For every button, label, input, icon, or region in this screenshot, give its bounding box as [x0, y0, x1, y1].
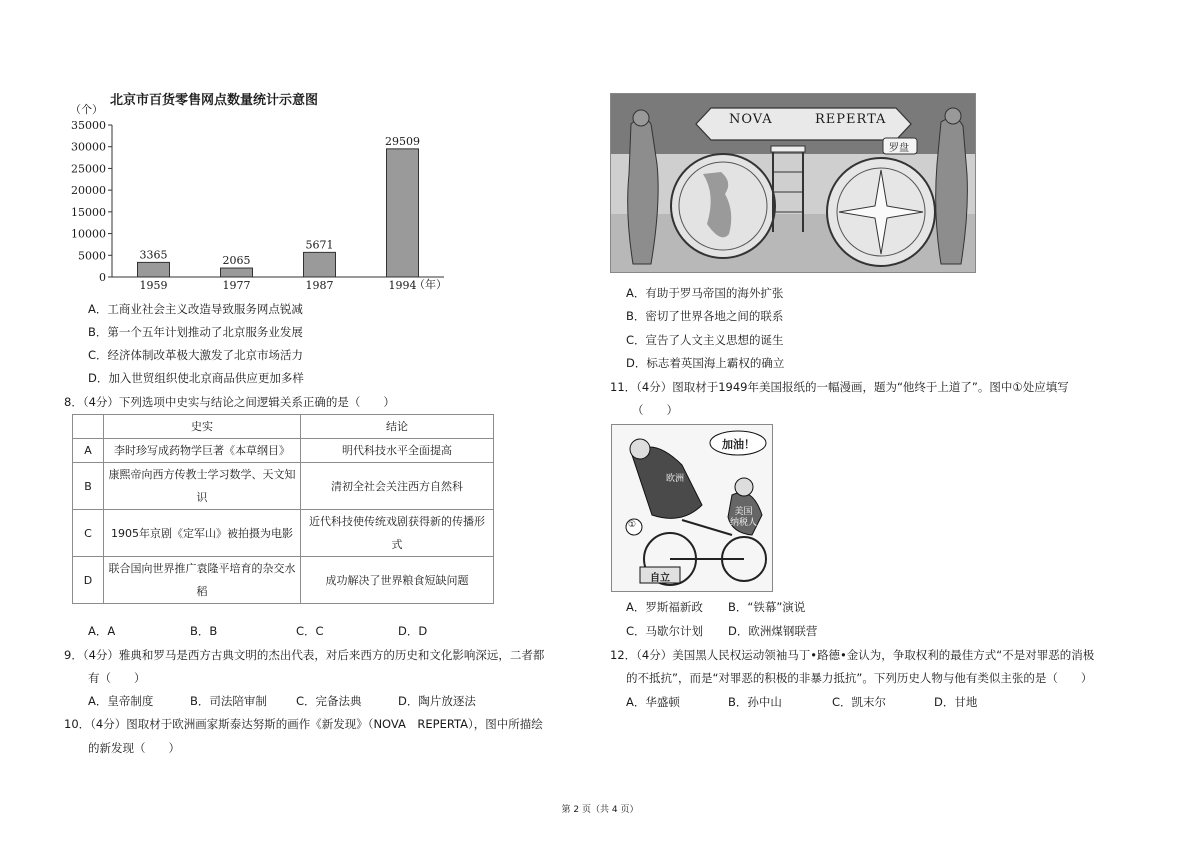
table-cell: 明代科技水平全面提高 — [301, 439, 494, 463]
q10-option-c: C．宣告了人文主义思想的诞生 — [626, 333, 784, 347]
q8-answer-c: C．C — [296, 624, 324, 638]
y-tick-label: 5000 — [78, 249, 106, 263]
bar-1959 — [138, 262, 170, 277]
q10-stem-cont: 的新发现（ ） — [88, 741, 180, 755]
q11-option-b: B．“铁幕”演说 — [728, 600, 806, 614]
q9-stem-cont: 有（ ） — [88, 671, 146, 685]
table-row — [73, 439, 494, 463]
compass-tag: 罗盘 — [889, 143, 909, 154]
table-cell: C — [73, 510, 104, 557]
x-tick-label: 1994 — [388, 279, 417, 292]
page-number: 第 2 页（共 4 页） — [561, 805, 639, 815]
q9-option-b: B．司法陪审制 — [190, 694, 267, 708]
y-tick-label: 30000 — [71, 140, 106, 154]
q8-stem: 8．（4分）下列选项中史实与结论之间逻辑关系正确的是（ ） — [64, 395, 395, 409]
table-cell: 李时珍写成药物学巨著《本草纲目》 — [104, 439, 301, 463]
cartoon-taxpayer-label: 美国 纳税人 — [730, 507, 758, 528]
chart-title: 北京市百货零售网点数量统计示意图 — [109, 93, 319, 108]
q7-option-a: A．工商业社会主义改造导致服务网点锐减 — [88, 302, 303, 316]
q11-option-a: A．罗斯福新政 — [626, 600, 703, 614]
q8-answer-b: B．B — [190, 624, 218, 638]
y-tick-label: 0 — [99, 271, 106, 284]
cartoon-body-label: 欧洲 — [666, 474, 685, 484]
q10-option-d: D．标志着英国海上霸权的确立 — [626, 356, 785, 370]
table-cell: B — [73, 463, 104, 510]
q9-option-c: C．完备法典 — [296, 694, 362, 708]
y-tick-label: 25000 — [71, 162, 106, 176]
q9-option-a: A．皇帝制度 — [88, 694, 154, 708]
table-header-cell: 史实 — [104, 415, 301, 439]
y-tick-label: 20000 — [71, 184, 106, 198]
q7-option-d: D．加入世贸组织使北京商品供应更加多样 — [88, 371, 304, 385]
table-row — [73, 510, 494, 557]
banner-text-right: REPERTA — [815, 112, 887, 127]
q12-option-d: D．甘地 — [934, 695, 978, 709]
bar-1987 — [304, 252, 336, 277]
x-axis-label: （年） — [414, 278, 447, 291]
y-axis-label: （个） — [70, 103, 103, 116]
table-row — [73, 557, 494, 604]
q12-option-a: A．华盛顿 — [626, 695, 680, 709]
bar-1994 — [387, 149, 419, 277]
cartoon-image — [611, 424, 773, 592]
q11-option-c: C．马歇尔计划 — [626, 624, 704, 638]
table-cell: 联合国向世界推广袁隆平培育的杂交水稻 — [104, 557, 301, 604]
q9-option-d: D．陶片放逐法 — [398, 694, 476, 708]
cartoon-bubble-text: 加油！ — [722, 438, 755, 451]
q11-stem-cont: （ ） — [632, 403, 678, 417]
q12-option-b: B．孙中山 — [728, 695, 782, 709]
table-cell: 康熙帝向西方传教士学习数学、天文知识 — [104, 463, 301, 510]
bar-value-label: 5671 — [305, 238, 334, 252]
q8-table — [72, 414, 494, 604]
y-tick-label: 35000 — [71, 119, 106, 132]
q8-answer-a: A．A — [88, 624, 116, 638]
banner-text-left: NOVA — [729, 112, 773, 127]
table-cell: 近代科技使传统戏剧获得新的传播形式 — [301, 510, 494, 557]
bar-value-label: 3365 — [139, 248, 168, 262]
table-cell: 清初全社会关注西方自然科 — [301, 463, 494, 510]
q12-stem-cont: 的不抵抗”，而是“对罪恶的积极的非暴力抵抗”。下列历史人物与他有类似主张的是（ ） — [626, 671, 1093, 685]
table-cell: D — [73, 557, 104, 604]
cartoon-front-label: 自立 — [650, 573, 670, 584]
table-header-cell — [73, 415, 104, 439]
x-tick-label: 1959 — [139, 279, 168, 292]
q10-option-b: B．密切了世界各地之间的联系 — [626, 309, 784, 323]
q11-option-d: D．欧洲煤钢联营 — [728, 624, 818, 638]
y-tick-label: 10000 — [71, 227, 106, 241]
q10-option-a: A．有助于罗马帝国的海外扩张 — [626, 286, 784, 300]
table-cell: 1905年京剧《定军山》被拍摄为电影 — [104, 510, 301, 557]
bar-1977 — [221, 268, 253, 277]
y-tick-label: 15000 — [71, 205, 106, 219]
bar-value-label: 2065 — [222, 254, 251, 268]
q7-option-c: C．经济体制改革极大激发了北京市场活力 — [88, 348, 304, 362]
bar-value-label: 29509 — [385, 134, 420, 148]
bar-chart — [64, 88, 454, 296]
q12-option-c: C．凯末尔 — [832, 695, 887, 709]
cartoon-circle-label: ① — [628, 520, 637, 530]
table-header-cell: 结论 — [301, 415, 494, 439]
q9-stem: 9．（4分）雅典和罗马是西方古典文明的杰出代表，对后来西方的历史和文化影响深远，二者都 — [64, 648, 545, 662]
q11-stem: 11．（4分）图取材于1949年美国报纸的一幅漫画，题为“他终于上道了”。图中①处应填写 — [610, 380, 1069, 394]
x-tick-label: 1977 — [222, 279, 251, 292]
q8-answer-d: D．D — [398, 624, 428, 638]
nova-reperta-image — [610, 93, 976, 273]
q12-stem: 12．（4分）美国黑人民权运动领袖马丁•路德•金认为，争取权利的最佳方式“不是对罪恶的消极 — [610, 648, 1095, 662]
x-tick-label: 1987 — [305, 279, 334, 292]
table-header — [73, 415, 494, 439]
table-row — [73, 463, 494, 510]
table-cell: 成功解决了世界粮食短缺问题 — [301, 557, 494, 604]
q7-option-b: B．第一个五年计划推动了北京服务业发展 — [88, 325, 303, 339]
table-cell: A — [73, 439, 104, 463]
q10-stem: 10．（4分）图取材于欧洲画家斯泰达努斯的画作《新发现》（NOVA REPERTA），图中所描绘 — [64, 717, 543, 731]
